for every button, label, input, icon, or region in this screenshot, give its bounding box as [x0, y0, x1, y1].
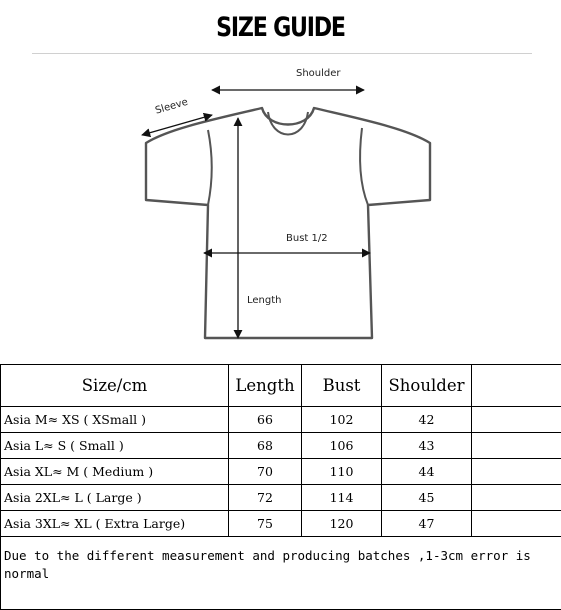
- bust-cell: 120: [302, 511, 382, 537]
- header-length: Length: [229, 365, 302, 407]
- header-shoulder: Shoulder: [382, 365, 472, 407]
- length-cell: 72: [229, 485, 302, 511]
- measurement-note: Due to the different measurement and producing batches ,1-3cm error is normal: [1, 537, 561, 610]
- shoulder-cell: 42: [382, 407, 472, 433]
- size-cell: Asia XL≈ M ( Medium ): [1, 459, 229, 485]
- table-row: [1, 407, 561, 433]
- empty-cell: [472, 433, 561, 459]
- armhole-left: [208, 130, 212, 205]
- size-cell: Asia M≈ XS ( XSmall ): [1, 407, 229, 433]
- table-row: [1, 485, 561, 511]
- bust-cell: 102: [302, 407, 382, 433]
- tshirt-outline: [146, 108, 430, 338]
- sleeve-label: Sleeve: [154, 97, 189, 117]
- shoulder-cell: 47: [382, 511, 472, 537]
- size-cell: Asia L≈ S ( Small ): [1, 433, 229, 459]
- table-header-row: [1, 365, 561, 407]
- bust-cell: 110: [302, 459, 382, 485]
- size-cell: Asia 2XL≈ L ( Large ): [1, 485, 229, 511]
- length-label: Length: [247, 295, 282, 306]
- table-note-row: [1, 537, 561, 610]
- length-cell: 66: [229, 407, 302, 433]
- size-table: [0, 364, 561, 610]
- header-bust: Bust: [302, 365, 382, 407]
- length-cell: 68: [229, 433, 302, 459]
- bust-label: Bust 1/2: [286, 233, 328, 244]
- shoulder-cell: 44: [382, 459, 472, 485]
- header-empty: [472, 365, 561, 407]
- length-cell: 75: [229, 511, 302, 537]
- sleeve-arrow: [142, 115, 212, 135]
- empty-cell: [472, 511, 561, 537]
- bust-cell: 106: [302, 433, 382, 459]
- size-cell: Asia 3XL≈ XL ( Extra Large): [1, 511, 229, 537]
- header-size: Size/cm: [1, 365, 229, 407]
- armhole-right: [360, 128, 368, 205]
- bust-cell: 114: [302, 485, 382, 511]
- empty-cell: [472, 407, 561, 433]
- shoulder-label: Shoulder: [296, 68, 341, 79]
- shoulder-cell: 43: [382, 433, 472, 459]
- table-row: [1, 511, 561, 537]
- table-row: [1, 459, 561, 485]
- empty-cell: [472, 459, 561, 485]
- shoulder-cell: 45: [382, 485, 472, 511]
- length-cell: 70: [229, 459, 302, 485]
- page-title: SIZE GUIDE: [50, 12, 510, 43]
- empty-cell: [472, 485, 561, 511]
- tshirt-collar: [268, 112, 308, 135]
- table-row: [1, 433, 561, 459]
